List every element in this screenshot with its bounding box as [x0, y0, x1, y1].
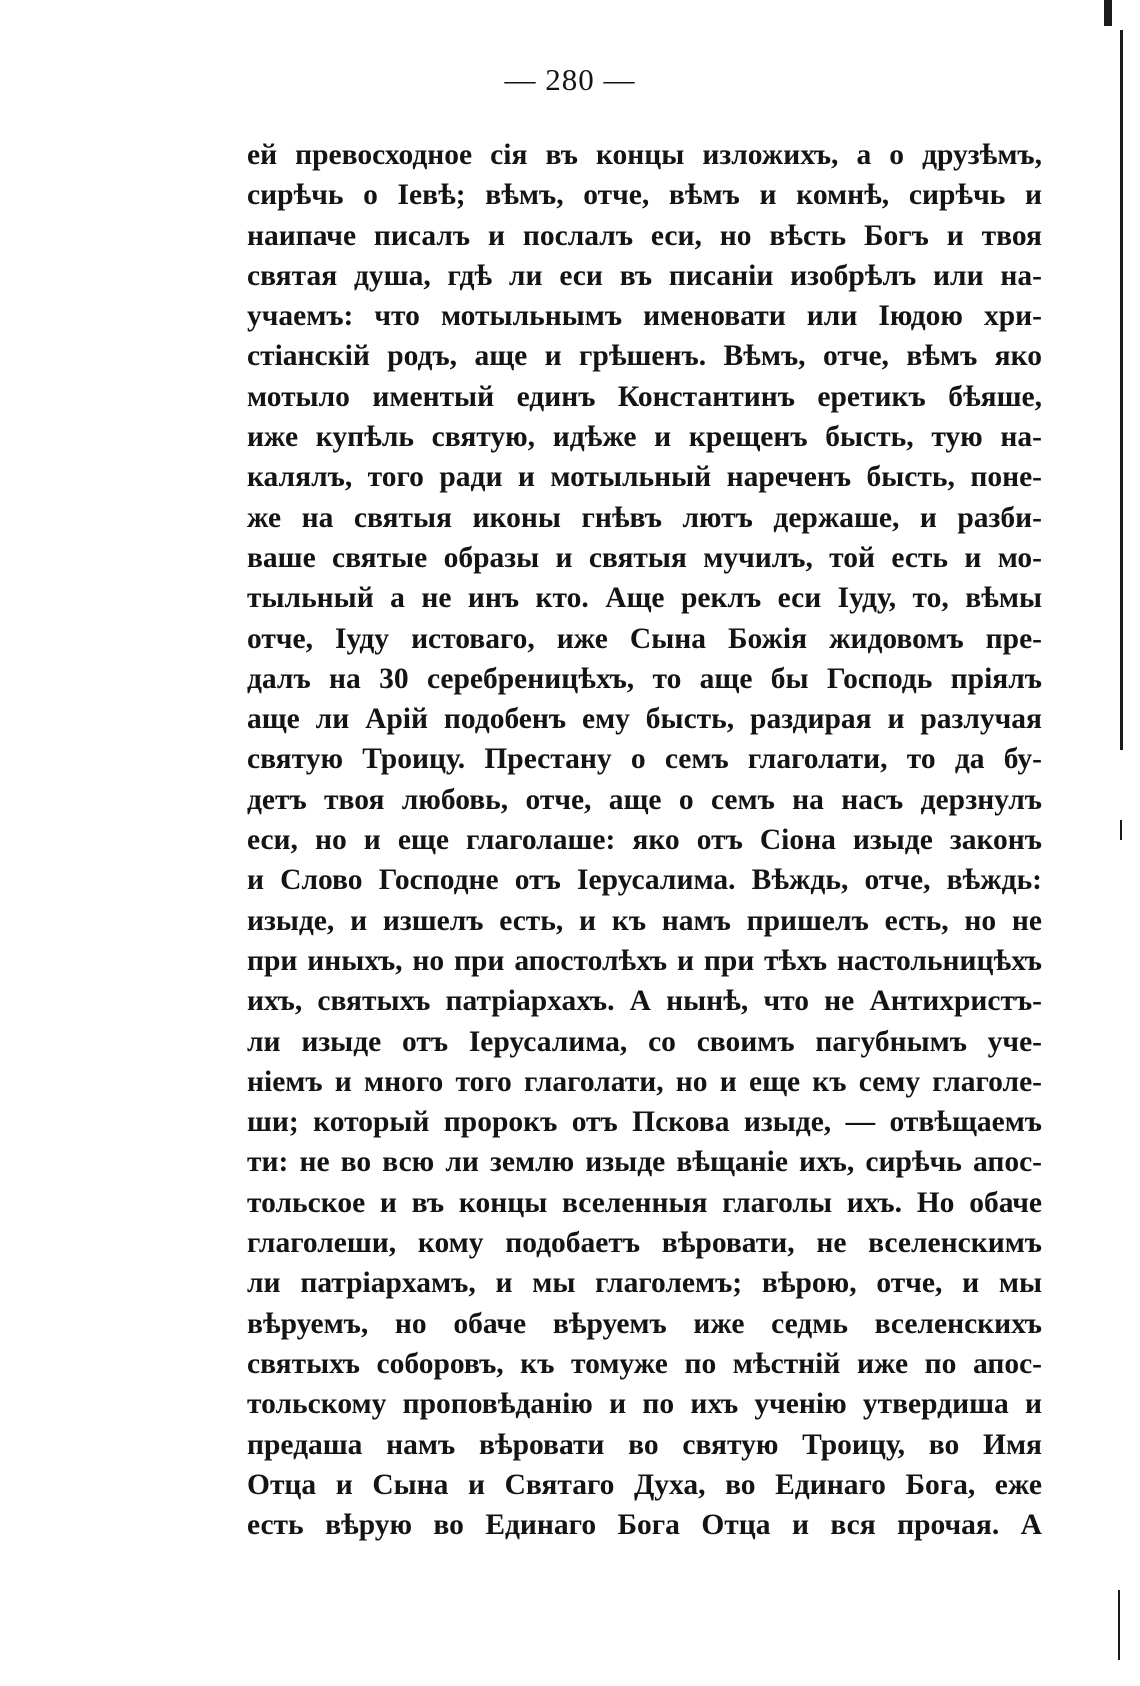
text-line: ли патріархамъ, и мы глаголемъ; вѣрою, отче, и мы: [247, 1267, 1042, 1300]
page-edge-line: [1120, 820, 1122, 840]
text-line: тольское и въ концы вселенныя глаголы ихъ. Но обаче: [247, 1186, 1042, 1219]
page-number: — 280 —: [504, 62, 636, 97]
body-text: [247, 135, 1042, 1545]
text-line: мотыло иментый единъ Константинъ еретикъ бѣяше,: [247, 380, 1042, 413]
text-line: ли изыде отъ Іерусалима, со своимъ пагубнымъ уче-: [247, 1025, 1042, 1058]
text-line: еси, но и еще глаголаше: яко отъ Сіона изыде законъ: [247, 824, 1042, 857]
page-edge-mark: [1104, 0, 1112, 26]
page-edge-line: [1118, 1590, 1120, 1660]
text-line: стіанскій родъ, аще и грѣшенъ. Вѣмъ, отче, вѣмъ яко: [247, 340, 1042, 373]
text-line: отче, Іуду истоваго, иже Сына Божія жидовомъ пре-: [247, 622, 1042, 655]
text-line: наипаче писалъ и послалъ еси, но вѣсть Богъ и твоя: [247, 219, 1042, 252]
text-line: ваше святые образы и святыя мучилъ, той есть и мо-: [247, 541, 1042, 574]
page-edge-line: [1120, 30, 1123, 750]
text-line: святая душа, гдѣ ли еси въ писаніи изобрѣлъ или на-: [247, 259, 1042, 292]
text-line: и Слово Господне отъ Іерусалима. Вѣждь, отче, вѣждь:: [247, 864, 1042, 897]
text-line: предаша намъ вѣровати во святую Троицу, во Имя: [247, 1428, 1042, 1461]
text-line: сирѣчь о Іевѣ; вѣмъ, отче, вѣмъ и комнѣ, сирѣчь и: [247, 179, 1042, 212]
text-line: есть вѣрую во Единаго Бога Отца и вся прочая. А: [247, 1509, 1042, 1542]
text-line: же на святыя иконы гнѣвъ лютъ держаше, и разби-: [247, 501, 1042, 534]
text-line: далъ на 30 серебреницѣхъ, то аще бы Господь пріялъ: [247, 662, 1042, 695]
text-line: вѣруемъ, но обаче вѣруемъ иже седмь вселенскихъ: [247, 1307, 1042, 1340]
text-line: детъ твоя любовь, отче, аще о семъ на насъ дерзнулъ: [247, 783, 1042, 816]
text-line: ихъ, святыхъ патріархахъ. А нынѣ, что не Антихристъ-: [247, 985, 1042, 1018]
text-line: ти: не во всю ли землю изыде вѣщаніе ихъ, сирѣчь апос-: [247, 1146, 1042, 1179]
text-line: ей превосходное сія въ концы изложихъ, а о друзѣмъ,: [247, 139, 1042, 171]
text-line: Отца и Сына и Святаго Духа, во Единаго Бога, еже: [247, 1468, 1042, 1501]
text-line: аще ли Арій подобенъ ему бысть, раздирая и разлучая: [247, 703, 1042, 736]
text-line: ніемъ и много того глаголати, но и еще къ сему глаголе-: [247, 1065, 1042, 1098]
text-line: изыде, и изшелъ есть, и къ намъ пришелъ есть, но не: [247, 904, 1042, 937]
text-line: калялъ, того ради и мотыльный нареченъ бысть, поне-: [247, 461, 1042, 494]
text-line: при иныхъ, но при апостолѣхъ и при тѣхъ настольницѣхъ: [247, 944, 1042, 977]
text-line: учаемъ: что мотыльнымъ именовати или Іюдою хри-: [247, 300, 1042, 333]
text-line: святыхъ соборовъ, къ томуже по мѣстній иже по апос-: [247, 1347, 1042, 1380]
text-line: святую Троицу. Престану о семъ глаголати, то да бу-: [247, 743, 1042, 776]
text-line: иже купѣль святую, идѣже и крещенъ бысть, тую на-: [247, 421, 1042, 454]
text-line: глаголеши, кому подобаетъ вѣровати, не вселенскимъ: [247, 1227, 1042, 1260]
text-line: тыльный а не инъ кто. Аще реклъ еси Іуду, то, вѣмы: [247, 582, 1042, 615]
text-line: тольскому проповѣданію и по ихъ ученію утвердиша и: [247, 1388, 1042, 1421]
text-line: ши; который пророкъ отъ Пскова изыде, — отвѣщаемъ: [247, 1106, 1042, 1139]
